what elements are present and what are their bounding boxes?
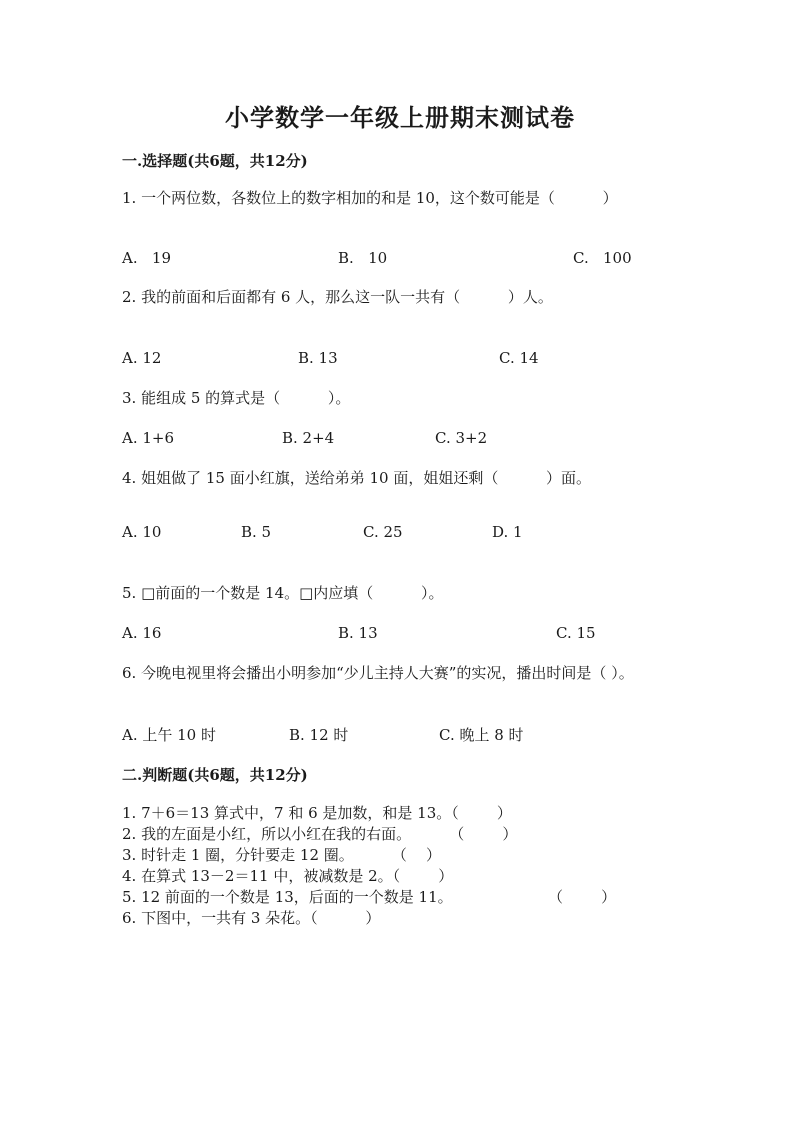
- judgment-4: 4. 在算式 13－2＝11 中，被减数是 2。（ ）: [122, 867, 454, 885]
- judgment-6: 6. 下图中，一共有 3 朵花。（ ）: [122, 909, 381, 927]
- question-5-stem: 5. □前面的一个数是 14。□内应填（ ）。: [122, 584, 444, 602]
- question-2-option-a: A. 12: [122, 349, 162, 367]
- judgment-1: 1. 7＋6＝13 算式中，7 和 6 是加数，和是 13。（ ）: [122, 804, 512, 822]
- section-heading-choice: 一.选择题(共6题，共12分): [122, 152, 308, 170]
- question-5-option-c: C. 15: [556, 624, 596, 642]
- question-1-option-c: C. 100: [573, 249, 632, 267]
- question-4-option-b: B. 5: [241, 523, 272, 541]
- section-heading-judgment: 二.判断题(共6题，共12分): [122, 766, 308, 784]
- question-4-option-d: D. 1: [492, 523, 523, 541]
- question-1-option-b: B. 10: [338, 249, 388, 267]
- question-1-stem: 1. 一个两位数，各数位上的数字相加的和是 10，这个数可能是（ ）: [122, 189, 618, 207]
- question-4-stem: 4. 姐姐做了 15 面小红旗，送给弟弟 10 面，姐姐还剩（ ）面。: [122, 469, 592, 487]
- question-4-option-c: C. 25: [363, 523, 403, 541]
- judgment-3: 3. 时针走 1 圈，分针要走 12 圈。 （ ）: [122, 846, 442, 864]
- question-2-stem: 2. 我的前面和后面都有 6 人，那么这一队一共有（ ）人。: [122, 288, 553, 306]
- question-5-option-a: A. 16: [122, 624, 162, 642]
- question-2-option-b: B. 13: [298, 349, 338, 367]
- question-5-option-b: B. 13: [338, 624, 378, 642]
- question-6-option-a: A. 上午 10 时: [122, 726, 216, 744]
- question-3-option-b: B. 2+4: [282, 429, 335, 447]
- question-3-option-c: C. 3+2: [435, 429, 488, 447]
- question-6-option-b: B. 12 时: [289, 726, 349, 744]
- question-2-option-c: C. 14: [499, 349, 539, 367]
- judgment-2: 2. 我的左面是小红，所以小红在我的右面。 （ ）: [122, 825, 518, 843]
- question-4-option-a: A. 10: [122, 523, 162, 541]
- page-title: 小学数学一年级上册期末测试卷: [225, 103, 575, 132]
- question-3-stem: 3. 能组成 5 的算式是（ ）。: [122, 389, 351, 407]
- question-6-stem: 6. 今晚电视里将会播出小明参加“少儿主持人大赛”的实况，播出时间是（ ）。: [122, 664, 634, 682]
- question-1-option-a: A. 19: [122, 249, 171, 267]
- question-3-option-a: A. 1+6: [122, 429, 175, 447]
- judgment-5: 5. 12 前面的一个数是 13，后面的一个数是 11。 （ ）: [122, 888, 617, 906]
- question-6-option-c: C. 晚上 8 时: [439, 726, 524, 744]
